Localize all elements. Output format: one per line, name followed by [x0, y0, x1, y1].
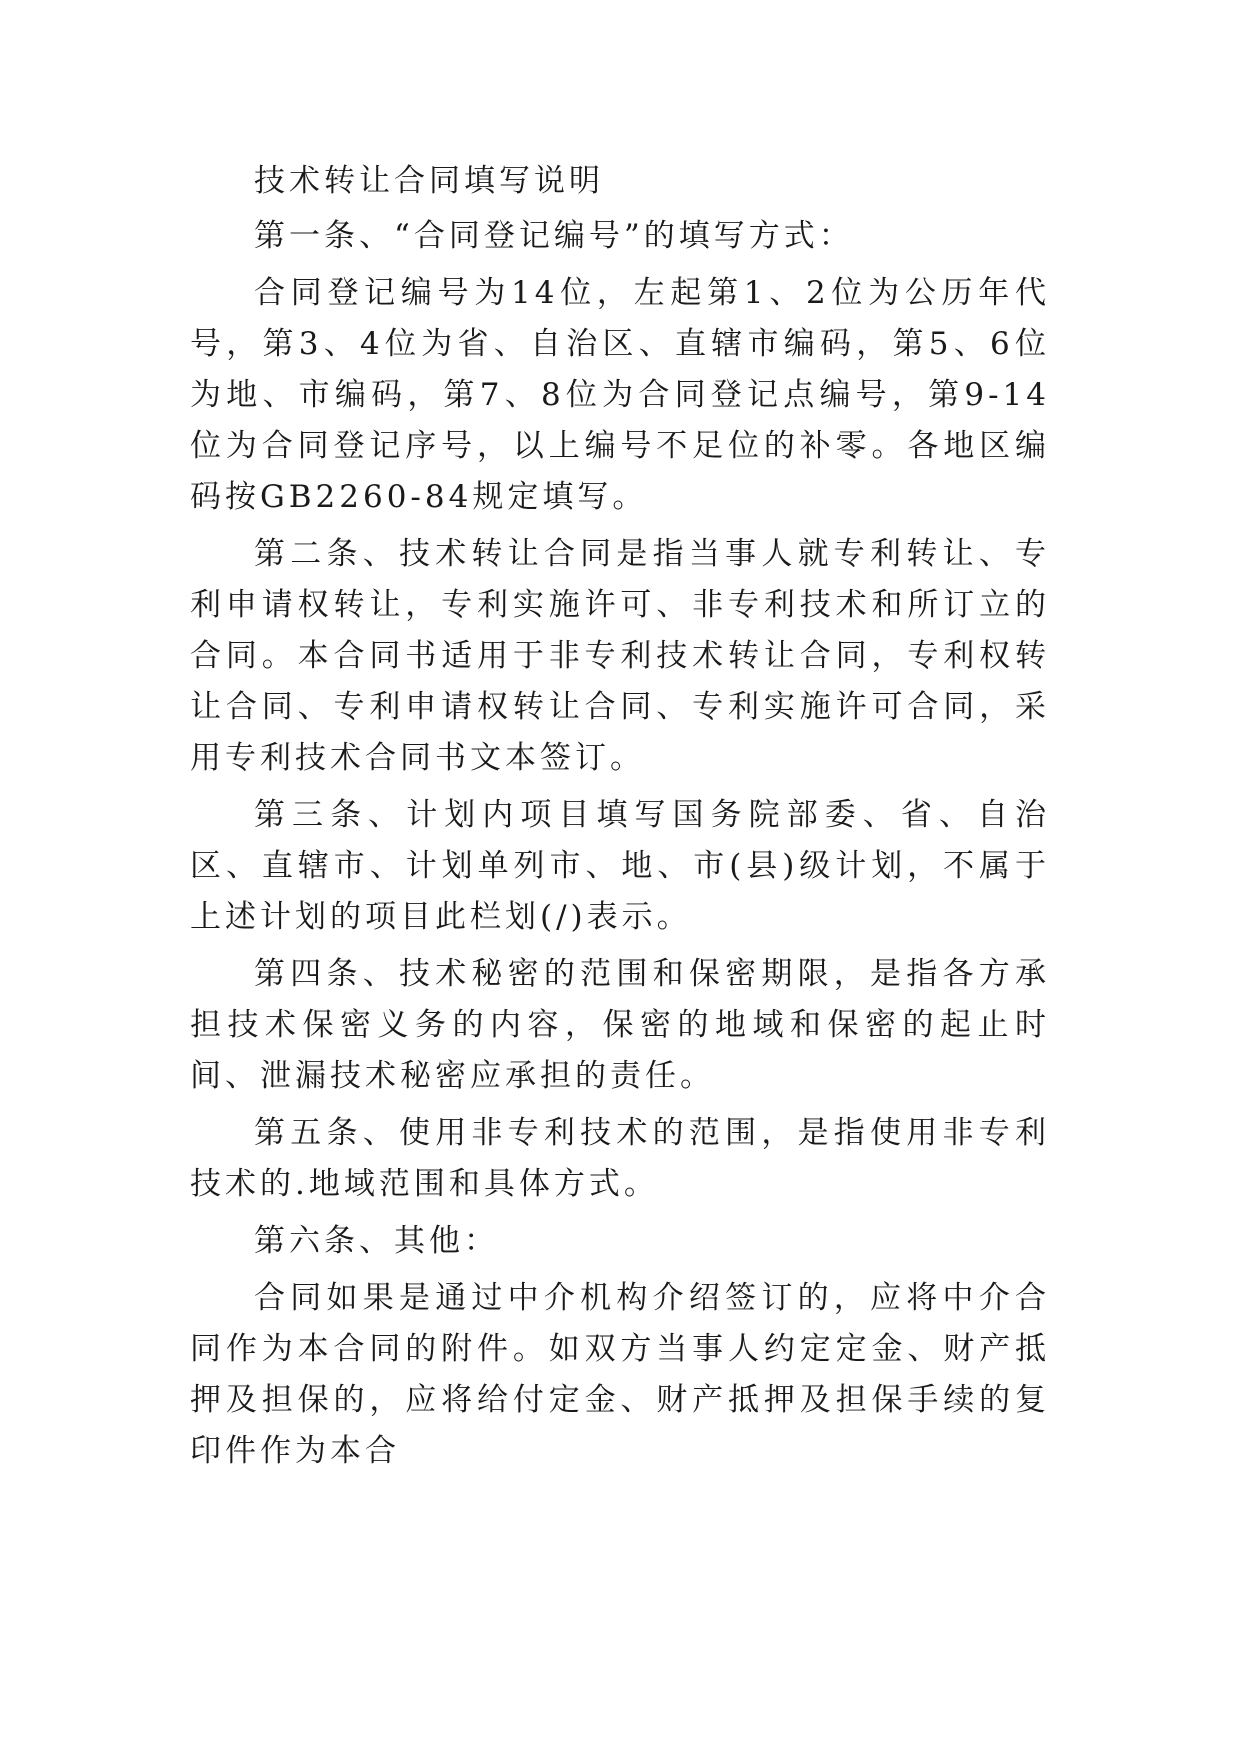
- article-6-body: 合同如果是通过中介机构介绍签订的，应将中介合同作为本合同的附件。如双方当事人约定定金、财产抵押及担保的，应将给付定金、财产抵押及担保手续的复印件作为本合: [190, 1280, 1050, 1469]
- article-1-heading: 第一条、“合同登记编号”的填写方式：: [254, 218, 854, 254]
- article-3-body: 第三条、计划内项目填写国务院部委、省、自治区、直辖市、计划单列市、地、市(县)级计划，不属于上述计划的项目此栏划(/)表示。: [190, 797, 1050, 935]
- article-5-body: 第五条、使用非专利技术的范围，是指使用非专利技术的.地域范围和具体方式。: [190, 1115, 1050, 1202]
- article-2-body: 第二条、技术转让合同是指当事人就专利转让、专利申请权转让，专利实施许可、非专利技术和所订立的合同。本合同书适用于非专利技术转让合同，专利权转让合同、专利申请权转让合同、专利实施许可合同，采用专利技术合同书文本签订。: [190, 536, 1050, 776]
- article-4-body: 第四条、技术秘密的范围和保密期限，是指各方承担技术保密义务的内容，保密的地域和保密的起止时间、泄漏技术秘密应承担的责任。: [190, 956, 1050, 1094]
- article-6-heading: 第六条、其他：: [254, 1223, 499, 1259]
- document-body: [190, 156, 1050, 1483]
- document-title: 技术转让合同填写说明: [254, 163, 604, 199]
- article-1-body: 合同登记编号为14位，左起第1、2位为公历年代号，第3、4位为省、自治区、直辖市编码，第5、6位为地、市编码，第7、8位为合同登记点编号，第9-14位为合同登记序号，以上编号不足位的补零。各地区编码按GB2260-84规定填写。: [190, 275, 1050, 515]
